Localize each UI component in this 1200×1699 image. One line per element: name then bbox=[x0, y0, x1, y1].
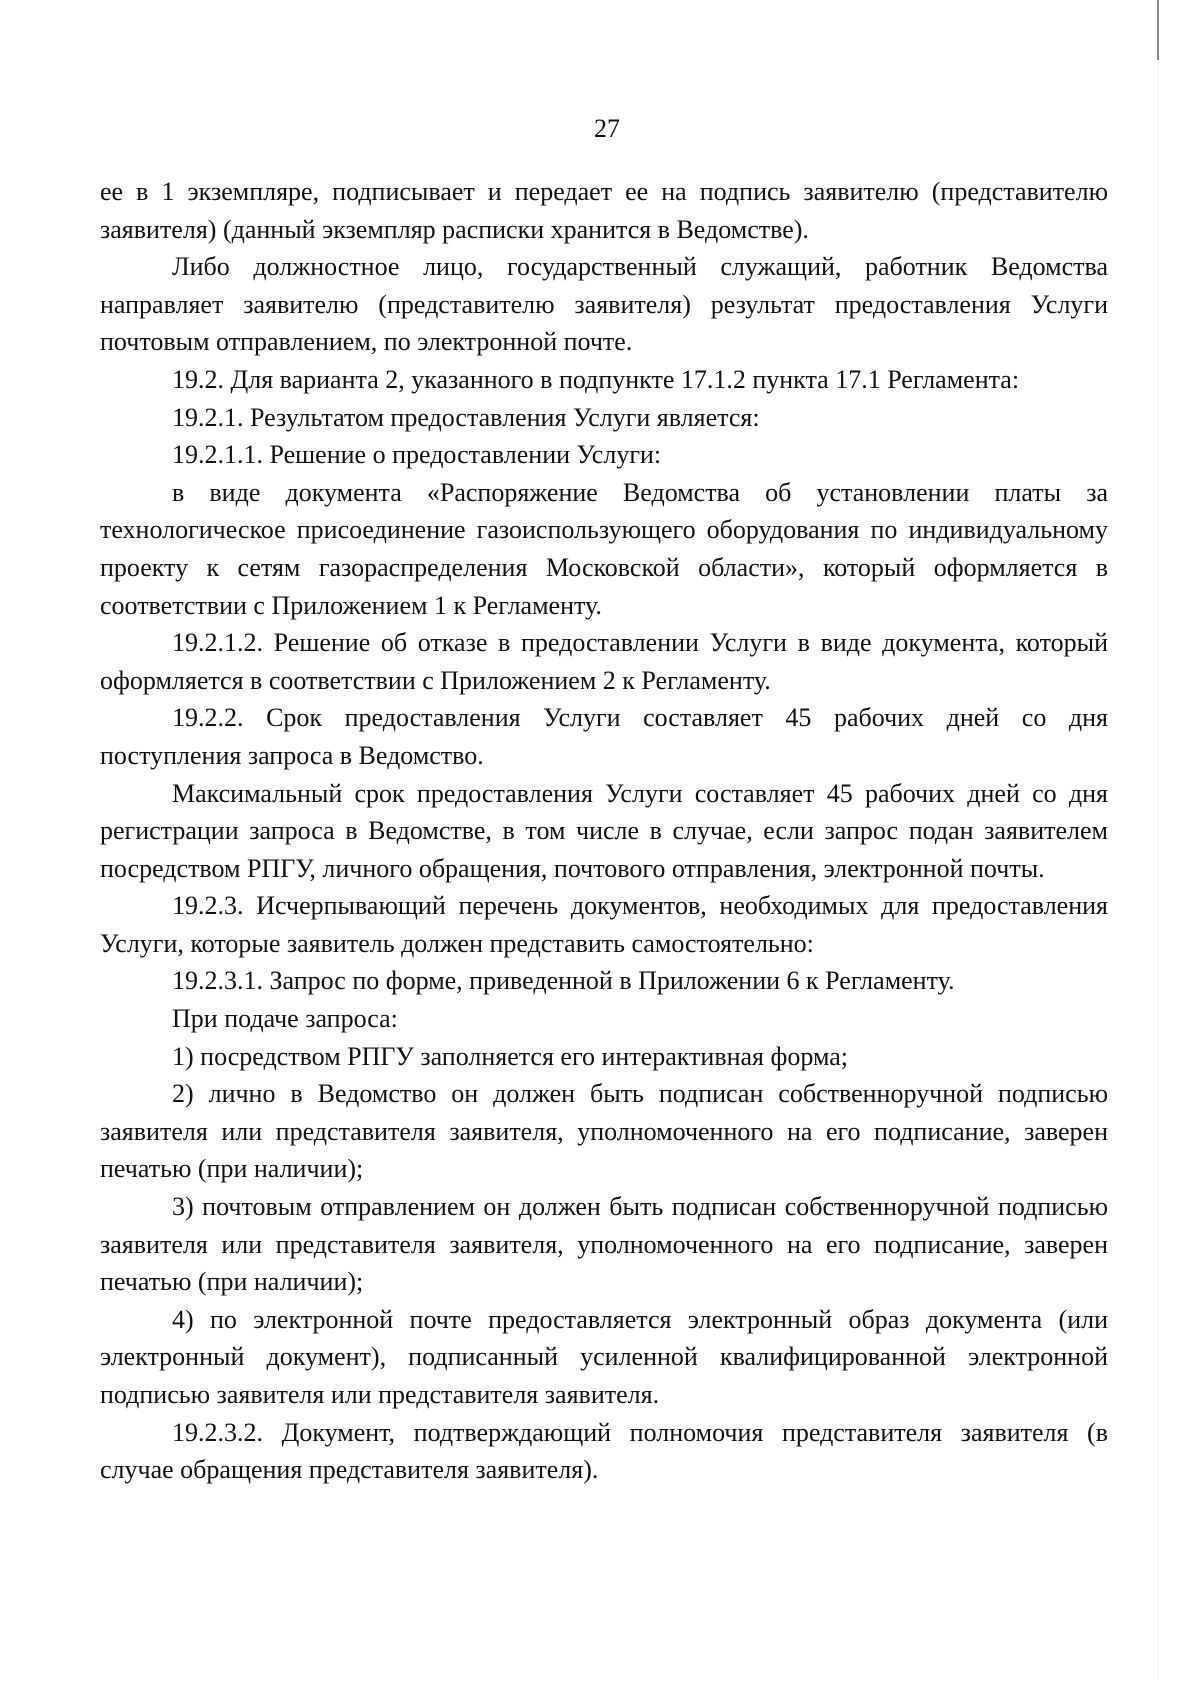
paragraph: Максимальный срок предоставления Услуги составляет 45 рабочих дней со дня регистрации запроса в Ведомстве, в том числе в случае, если запрос подан заявителем посредством РПГУ, личного обращения, почтового отправления, электронной почты. bbox=[100, 778, 1108, 883]
paragraph-clause-19-2-3: 19.2.3. Исчерпывающий перечень документов, необходимых для предоставления Услуги, которые заявитель должен представить самостоятельно: bbox=[100, 891, 1108, 958]
paragraph-clause-19-2-3-2: 19.2.3.2. Документ, подтверждающий полномочия представителя заявителя (в случае обращения представителя заявителя). bbox=[100, 1417, 1108, 1485]
list-item: 4) по электронной почте предоставляется электронный образ документа (или электронный документ), подписанный усиленной квалифицированной электронной подписью заявителя или представителя заявителя. bbox=[100, 1304, 1108, 1409]
paragraph-clause-19-2-2: 19.2.2. Срок предоставления Услуги составляет 45 рабочих дней со дня поступления запроса в Ведомство. bbox=[100, 703, 1108, 770]
document-body bbox=[100, 173, 1108, 1489]
paragraph-clause-19-2-1: 19.2.1. Результатом предоставления Услуги является: bbox=[172, 402, 760, 432]
page-number: 27 bbox=[594, 114, 620, 143]
paragraph-continuation: ее в 1 экземпляре, подписывает и передает ее на подпись заявителю (представителю заявителя) (данный экземпляр расписки хранится в Ведомстве). bbox=[100, 177, 1108, 244]
list-item: 2) лично в Ведомство он должен быть подписан собственноручной подписью заявителя или представителя заявителя, уполномоченного на его подписание, заверен печатью (при наличии); bbox=[100, 1079, 1108, 1184]
paragraph-clause-19-2-3-1: 19.2.3.1. Запрос по форме, приведенной в Приложении 6 к Регламенту. bbox=[172, 966, 955, 996]
paragraph-clause-19-2-1-1: 19.2.1.1. Решение о предоставлении Услуги: bbox=[172, 440, 662, 470]
paragraph-clause-19-2-1-2: 19.2.1.2. Решение об отказе в предоставлении Услуги в виде документа, который оформляется в соответствии с Приложением 2 к Регламенту. bbox=[100, 628, 1108, 695]
list-item: 3) почтовым отправлением он должен быть подписан собственноручной подписью заявителя или представителя заявителя, уполномоченного на его подписание, заверен печатью (при наличии); bbox=[100, 1192, 1108, 1297]
scan-edge-faint-line bbox=[1158, 60, 1159, 1680]
paragraph: При подаче запроса: bbox=[172, 1004, 398, 1034]
list-item: 1) посредством РПГУ заполняется его интерактивная форма; bbox=[172, 1041, 848, 1071]
paragraph-clause-19-2: 19.2. Для варианта 2, указанного в подпункте 17.1.2 пункта 17.1 Регламента: bbox=[172, 364, 1020, 394]
paragraph: в виде документа «Распоряжение Ведомства об установлении платы за технологическое присоединение газоиспользующего оборудования по индивидуальному проекту к сетям газораспределения Московской области», который оформляется в соответствии с Приложением 1 к Регламенту. bbox=[100, 477, 1108, 620]
paragraph: Либо должностное лицо, государственный служащий, работник Ведомства направляет заявителю (представителю заявителя) результат предоставления Услуги почтовым отправлением, по электронной почте. bbox=[100, 252, 1108, 357]
scan-edge-line bbox=[1157, 0, 1159, 60]
